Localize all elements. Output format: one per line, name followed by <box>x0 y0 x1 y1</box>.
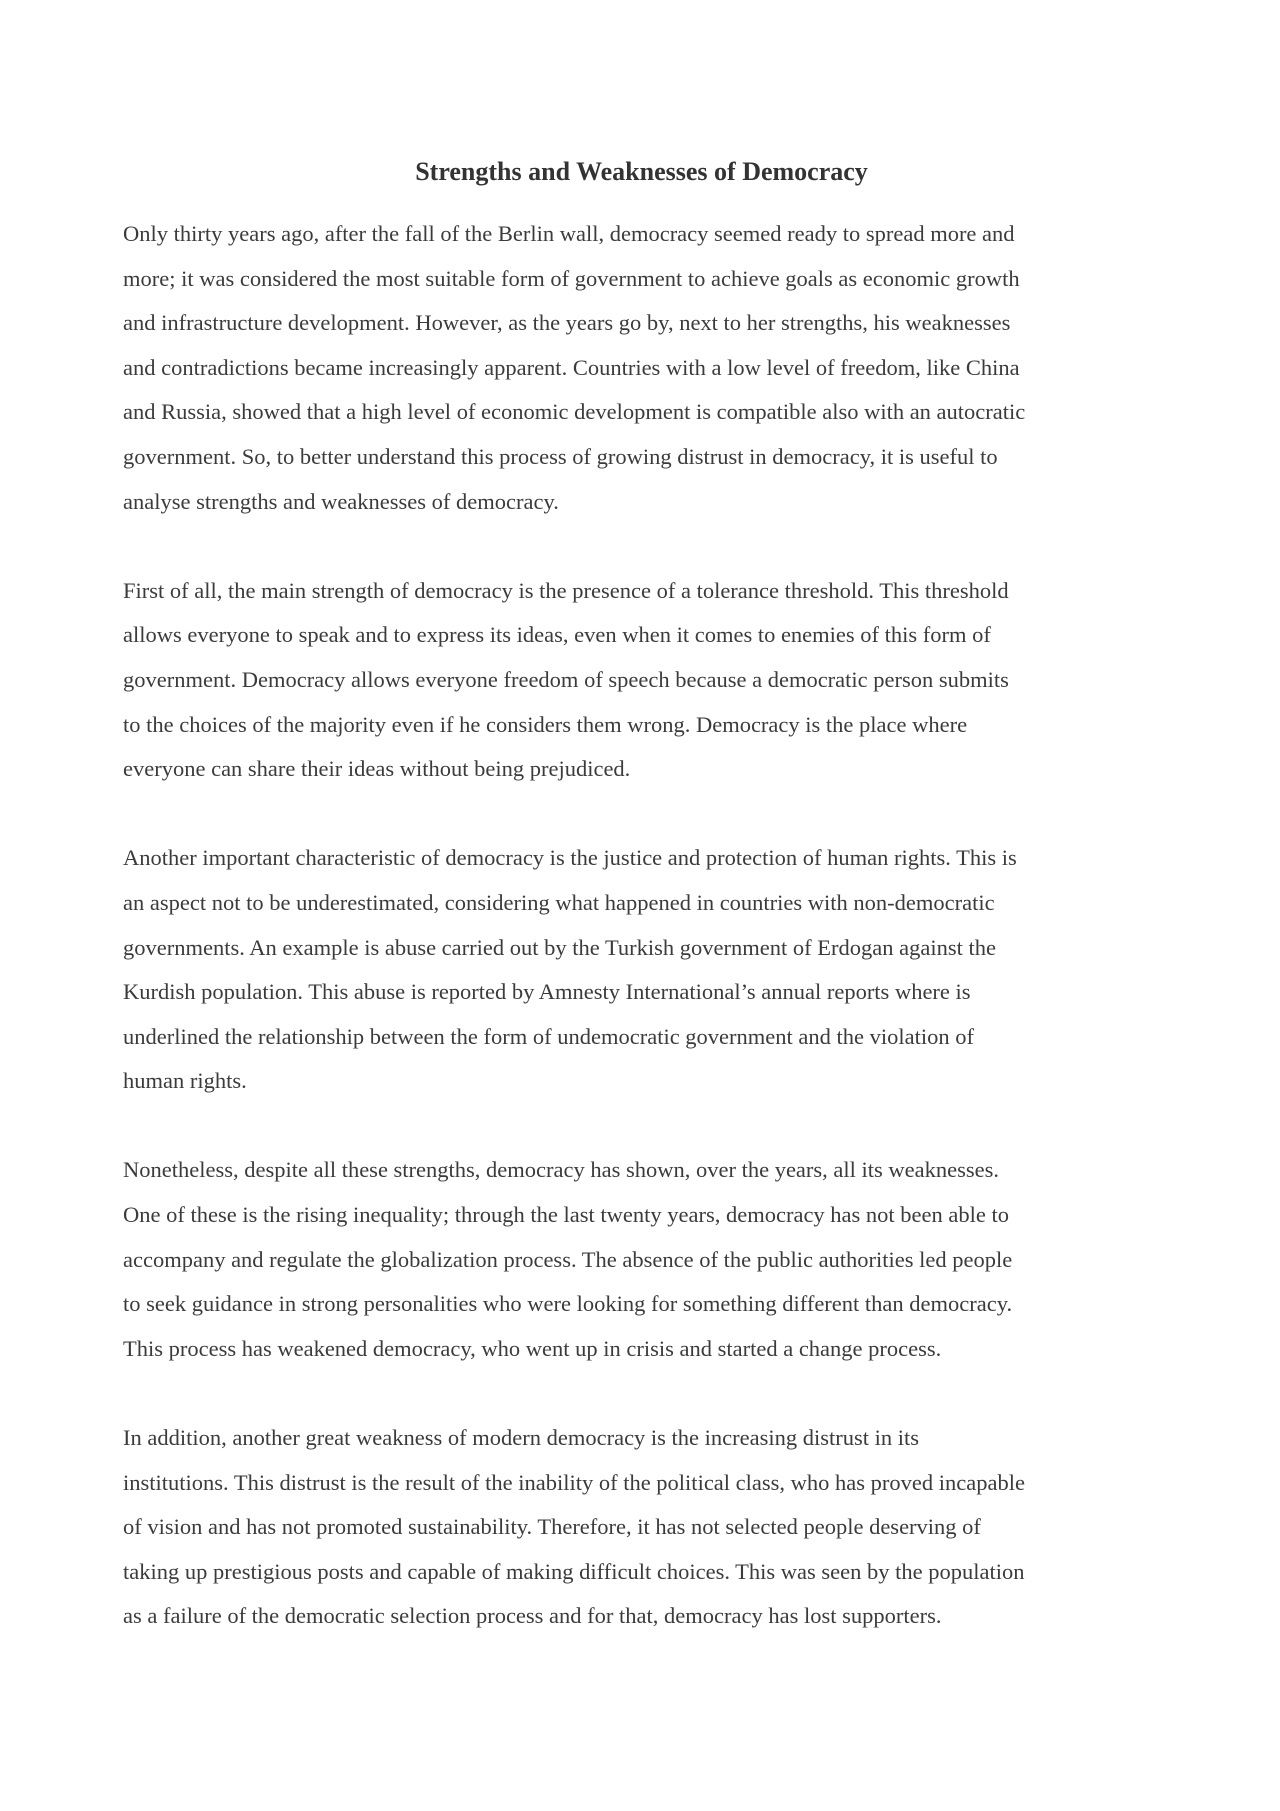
text-line: government. So, to better understand this process of growing distrust in democracy, it is useful to <box>123 443 998 469</box>
paragraph <box>123 836 1173 1104</box>
text-line: more; it was considered the most suitable form of government to achieve goals as economic growth <box>123 265 1020 291</box>
text-line: to seek guidance in strong personalities who were looking for something different than democracy. <box>123 1291 1013 1317</box>
text-line: accompany and regulate the globalization process. The absence of the public authorities led people <box>123 1246 1013 1272</box>
text-line: as a failure of the democratic selection process and for that, democracy has lost supporters. <box>123 1603 942 1629</box>
text-line: Nonetheless, despite all these strengths, democracy has shown, over the years, all its weaknesses. <box>123 1157 1000 1183</box>
document-page <box>123 150 1173 1684</box>
text-line: institutions. This distrust is the result of the inability of the political class, who has proved incapable <box>123 1469 1025 1495</box>
text-line: and contradictions became increasingly apparent. Countries with a low level of freedom, like China <box>123 354 1020 380</box>
text-line: governments. An example is abuse carried out by the Turkish government of Erdogan against the <box>123 934 996 960</box>
paragraph <box>123 569 1173 792</box>
text-line: allows everyone to speak and to express its ideas, even when it comes to enemies of this form of <box>123 622 991 648</box>
text-line: Kurdish population. This abuse is reported by Amnesty International’s annual reports where is <box>123 979 971 1005</box>
text-line: Only thirty years ago, after the fall of the Berlin wall, democracy seemed ready to spread more and <box>123 221 1015 246</box>
paragraph <box>123 212 1173 524</box>
text-line: In addition, another great weakness of modern democracy is the increasing distrust in its <box>123 1425 920 1451</box>
text-line: analyse strengths and weaknesses of democracy. <box>123 488 559 514</box>
document-body <box>123 212 1173 1639</box>
text-line: and Russia, showed that a high level of economic development is compatible also with an autocratic <box>123 399 1026 425</box>
text-line: of vision and has not promoted sustainability. Therefore, it has not selected people deserving of <box>123 1514 981 1540</box>
text-line: to the choices of the majority even if he considers them wrong. Democracy is the place where <box>123 711 968 737</box>
text-line: and infrastructure development. However, as the years go by, next to her strengths, his weaknesses <box>123 310 1011 336</box>
text-line: First of all, the main strength of democracy is the presence of a tolerance threshold. This threshold <box>123 577 1009 603</box>
text-line: an aspect not to be underestimated, considering what happened in countries with non-democratic <box>123 889 995 915</box>
text-line: government. Democracy allows everyone freedom of speech because a democratic person submits <box>123 666 1009 692</box>
text-line: human rights. <box>123 1068 247 1094</box>
text-line: Another important characteristic of democracy is the justice and protection of human rights. This is <box>123 845 1017 871</box>
text-line: taking up prestigious posts and capable of making difficult choices. This was seen by the population <box>123 1558 1025 1584</box>
text-line: One of these is the rising inequality; through the last twenty years, democracy has not been able to <box>123 1202 1010 1228</box>
text-line: underlined the relationship between the form of undemocratic government and the violation of <box>123 1023 974 1049</box>
document-title: Strengths and Weaknesses of Democracy <box>415 157 868 186</box>
text-line: everyone can share their ideas without being prejudiced. <box>123 756 631 782</box>
paragraph <box>123 1416 1173 1639</box>
paragraph <box>123 1148 1173 1371</box>
text-line: This process has weakened democracy, who went up in crisis and started a change process. <box>123 1335 942 1361</box>
